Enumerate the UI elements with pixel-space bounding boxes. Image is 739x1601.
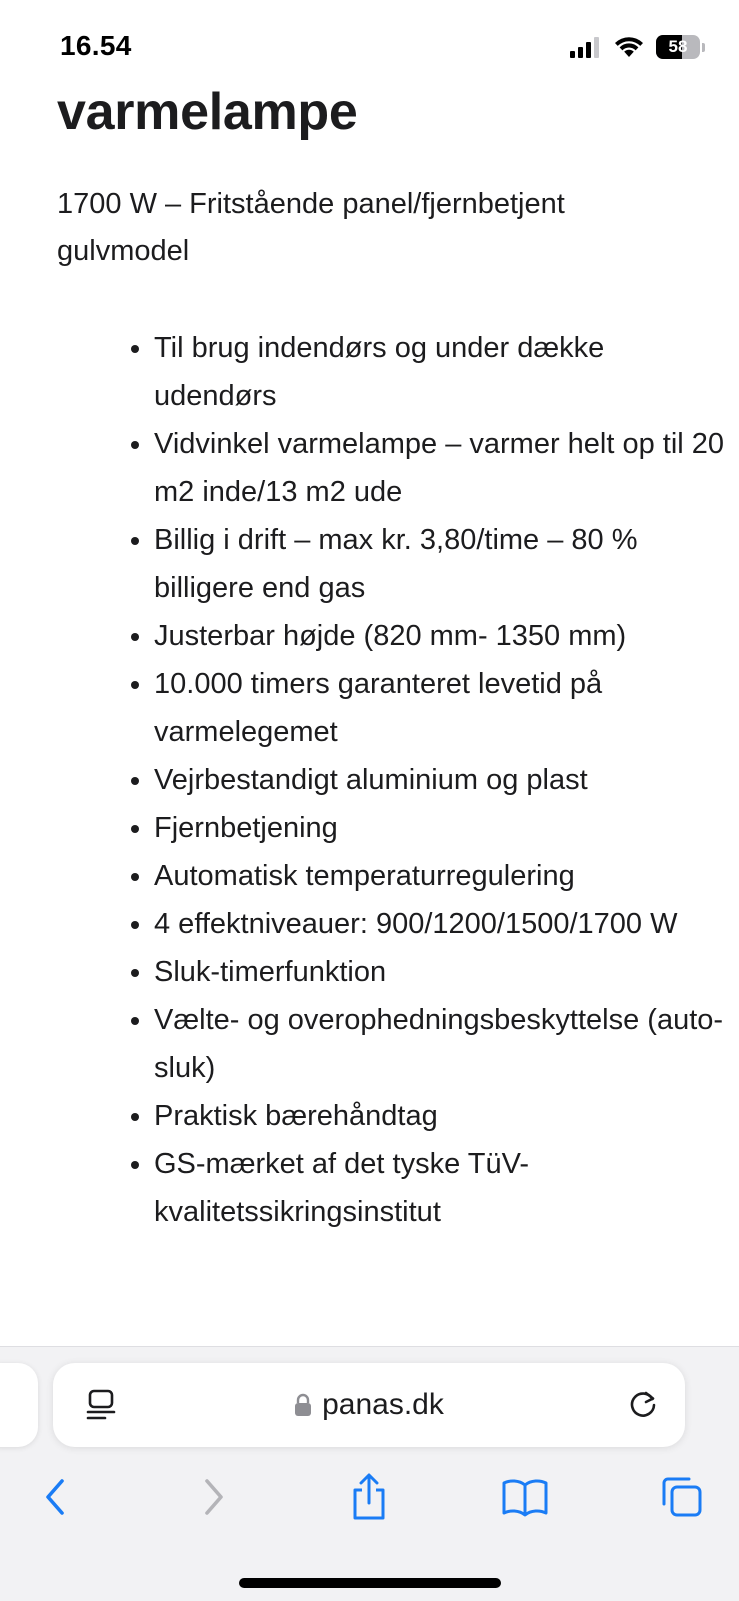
home-indicator[interactable]: [239, 1578, 501, 1588]
url-group[interactable]: [53, 1363, 685, 1447]
page-heading: varmelampe: [57, 83, 358, 141]
feature-item: • Vidvinkel varmelampe – varmer helt op til 20 m2 inde/13 m2 ude: [154, 420, 734, 516]
share-icon: [349, 1473, 389, 1521]
forward-chevron-icon: [199, 1477, 229, 1517]
wifi-icon: [614, 36, 644, 58]
cellular-signal-icon: [570, 36, 602, 58]
back-chevron-icon: [40, 1477, 70, 1517]
bookmarks-button[interactable]: [497, 1471, 553, 1523]
feature-item: • 10.000 timers garanteret levetid på varmelegemet: [154, 660, 734, 756]
book-icon: [501, 1477, 549, 1517]
back-button[interactable]: [27, 1471, 83, 1523]
feature-item: • Billig i drift – max kr. 3,80/time – 80 % billigere end gas: [154, 516, 734, 612]
feature-item: • Praktisk bærehåndtag: [154, 1092, 734, 1140]
lock-icon: [294, 1393, 312, 1417]
feature-item: • Automatisk temperaturregulering: [154, 852, 734, 900]
navigation-row: [0, 1467, 739, 1527]
url-text[interactable]: panas.dk: [322, 1388, 444, 1421]
status-icons: [570, 34, 705, 60]
browser-toolbar: [0, 1346, 739, 1601]
forward-button[interactable]: [186, 1471, 242, 1523]
battery-icon: [656, 35, 700, 59]
feature-item: • Fjernbetjening: [154, 804, 734, 852]
previous-tab-card[interactable]: [0, 1363, 38, 1447]
feature-item: • GS-mærket af det tyske TüV-kvalitetssikringsinstitut: [154, 1140, 734, 1236]
feature-item: • Vælte- og overophedningsbeskyttelse (auto-sluk): [154, 996, 734, 1092]
battery-tip: [702, 43, 705, 52]
feature-item: • 4 effektniveauer: 900/1200/1500/1700 W: [154, 900, 734, 948]
feature-list: [112, 324, 734, 1236]
battery-level: 58: [668, 37, 688, 56]
tabs-icon: [659, 1474, 705, 1520]
status-bar: [0, 0, 739, 90]
share-button[interactable]: [341, 1471, 397, 1523]
product-intro: 1700 W – Fritstående panel/fjernbetjent gulvmodel: [57, 188, 565, 267]
tabs-button[interactable]: [654, 1471, 710, 1523]
feature-item: • Vejrbestandigt aluminium og plast: [154, 756, 734, 804]
feature-item: • Justerbar højde (820 mm- 1350 mm): [154, 612, 734, 660]
status-time: 16.54: [60, 30, 132, 61]
feature-item: • Sluk-timerfunktion: [154, 948, 734, 996]
address-bar[interactable]: [53, 1363, 685, 1447]
reload-icon[interactable]: [625, 1387, 661, 1423]
feature-item: • Til brug indendørs og under dække udendørs: [154, 324, 734, 420]
